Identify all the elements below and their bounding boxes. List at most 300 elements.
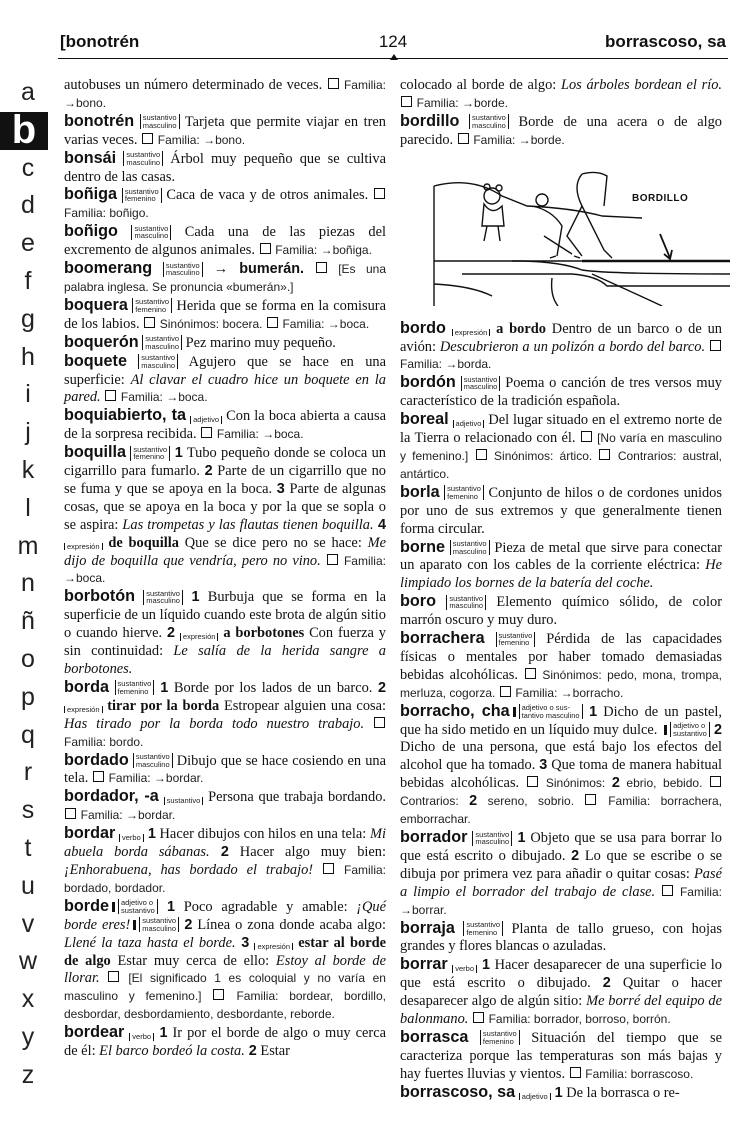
sense-number: 1: [512, 830, 526, 846]
small-caps-note: [459, 794, 469, 808]
box-icon: [527, 776, 538, 787]
illustration-label: BORDILLO: [632, 192, 689, 204]
box-icon: [213, 989, 224, 1000]
header-first-entry: [bonotrén: [60, 32, 140, 51]
definition-text: Dicho de un pastel, que ha sido metido en un líquido muy dulce.: [400, 703, 722, 738]
thumb-letter-x[interactable]: x: [21, 985, 35, 1014]
small-caps-note: ártico.: [553, 448, 599, 463]
entry-bonigo: [64, 223, 386, 260]
sense-number: 2: [611, 775, 620, 792]
definition-text: sustantivo: [134, 223, 169, 233]
thumb-letter-c[interactable]: c: [21, 153, 35, 182]
definition-text: sustantivo: [498, 630, 533, 640]
definition-text: [101, 389, 105, 405]
definition-text: masculino: [452, 546, 487, 556]
sense-number: 1: [154, 1025, 168, 1042]
definition-text: expresión: [454, 327, 488, 337]
example-text: ¡Qué borde eres!: [64, 898, 386, 933]
thumb-letter-h[interactable]: h: [21, 342, 35, 371]
definition-text: Estar muy cerca de ello:: [110, 952, 276, 969]
small-caps-note: Familia:: [236, 989, 279, 1004]
example-text: ¡Enhorabuena, has bordado el trabajo!: [64, 861, 314, 878]
definition-text: adjetivo o: [120, 898, 154, 908]
headword: bonotrén: [64, 111, 135, 130]
example-text: Pasé a limpio el borrador del trabajo de clase.: [400, 865, 722, 900]
thumb-letter-g[interactable]: g: [21, 304, 35, 333]
entry-continuation: [64, 77, 386, 113]
box-icon: [328, 78, 339, 89]
box-icon: [93, 771, 104, 782]
small-caps-note: Familia:: [157, 132, 200, 147]
box-icon: [260, 243, 271, 254]
grammar-tag: [133, 753, 173, 768]
definition-text: masculino: [146, 596, 180, 606]
example-text: Mi abuela borda sábanas.: [64, 826, 386, 861]
definition-text: masculino: [145, 341, 180, 351]
headword: borraja: [400, 918, 455, 937]
box-icon: [201, 427, 212, 438]
box-icon: [65, 808, 76, 819]
small-caps-note: →bordar.: [122, 808, 176, 823]
example-text: Llené la taza hasta el borde.: [64, 934, 236, 951]
definition-text: tantivo masculino: [521, 710, 580, 720]
thumb-letter-o[interactable]: o: [21, 644, 35, 673]
entry-boquete: [64, 353, 386, 408]
definition-text: autobuses un número determinado de veces.: [64, 77, 327, 93]
small-caps-note: →borda.: [442, 357, 492, 372]
grammar-tag: [115, 680, 155, 695]
thumb-letter-u[interactable]: u: [21, 871, 35, 900]
entry-boquilla: [64, 444, 386, 588]
page-number: 124: [378, 32, 408, 51]
box-icon: [108, 971, 119, 982]
thumb-letter-d[interactable]: d: [21, 191, 35, 220]
small-caps-note: Familia:: [108, 771, 151, 786]
thumb-letter-k[interactable]: k: [21, 455, 35, 484]
sense-number: 2: [209, 844, 229, 861]
entry-bordillo: [400, 113, 722, 150]
small-caps-note: Familia:: [416, 95, 459, 110]
small-caps-note: sereno, sobrio.: [477, 794, 585, 809]
grammar-tag: [450, 540, 490, 555]
small-caps-note: Familia:: [473, 132, 516, 147]
grammar-tag: [496, 632, 536, 647]
definition-text: Dibujo que se hace cosiendo en una tela.: [64, 752, 386, 787]
definition-text: [313, 862, 322, 878]
thumb-letter-j[interactable]: j: [25, 418, 31, 447]
grammar-tag: [138, 354, 178, 369]
thumb-letter-y[interactable]: y: [21, 1022, 35, 1051]
entry-bordon: [400, 374, 722, 411]
small-caps-note: →boca.: [324, 316, 370, 331]
definition-text: sustantivo: [166, 796, 201, 806]
entry-borda: [64, 679, 386, 752]
left-column: [64, 77, 386, 1061]
definition-text: Línea o zona donde acaba algo:: [192, 916, 386, 933]
thumb-letter-a[interactable]: a: [21, 78, 35, 106]
small-caps-note: boñigo.: [106, 206, 149, 221]
headword: boquiabierto, ta: [64, 406, 186, 425]
headword: boquete: [64, 351, 127, 370]
entry-boniga: [64, 186, 386, 223]
definition-text: Planta de tallo grueso, con hojas grandes y flores blancas o azuladas.: [400, 920, 722, 955]
box-icon: [500, 686, 511, 697]
grammar-tag: [64, 543, 103, 551]
thumb-letter-f[interactable]: f: [24, 266, 32, 295]
box-icon: [142, 133, 153, 144]
definition-text: sustantivo: [452, 539, 487, 548]
thumb-letter-r[interactable]: r: [23, 758, 33, 787]
thumb-letter-b[interactable]: b: [0, 112, 48, 150]
headword: borde: [64, 896, 109, 915]
definition-text: sustantivo: [145, 334, 180, 344]
grammar-tag: [140, 114, 180, 129]
definition-text: sustantivo: [142, 113, 177, 123]
small-caps-note: →borrar.: [400, 902, 447, 917]
small-caps-note: austral, antártico.: [400, 448, 722, 481]
headword: borrasca: [400, 1027, 469, 1046]
grammar-tag: [180, 633, 219, 641]
entry-borrar: [400, 956, 722, 1029]
small-caps-note: bocera.: [219, 316, 266, 331]
small-caps-note: →boca.: [64, 571, 106, 586]
definition-text: [364, 716, 373, 732]
entry-borboton: [64, 588, 386, 679]
headword: bordar: [64, 824, 116, 843]
alphabet-thumb-index: [0, 74, 56, 1095]
entry-boquera: [64, 297, 386, 334]
definition-text: Del lugar situado en el extremo norte de la Tierra o relacionado con él.: [400, 412, 722, 447]
headword: bordador, -a: [64, 787, 159, 806]
thumb-letter-l[interactable]: l: [25, 493, 31, 522]
entry-borrasca: [400, 1029, 722, 1084]
small-caps-note: Familia:: [216, 427, 259, 442]
definition-text: Hacer algo muy bien:: [228, 844, 386, 861]
grammar-tag: [129, 1033, 154, 1041]
definition-text: masculino: [134, 231, 169, 241]
headword: bordo: [400, 318, 446, 337]
entry-borde: [64, 898, 386, 1024]
grammar-tag: [463, 921, 503, 936]
sense-number: 2: [166, 625, 175, 642]
thumb-letter-ñ[interactable]: ñ: [21, 607, 35, 636]
sense-number: 1: [143, 826, 156, 843]
sense-number: 2: [709, 721, 722, 738]
definition-text: sustantivo: [475, 829, 510, 839]
definition-text: femenino: [498, 638, 530, 648]
thumb-letter-s[interactable]: s: [21, 796, 35, 825]
definition-text: Tubo pequeño donde se coloca un cigarrillo para fumarlo.: [64, 445, 386, 480]
small-caps-note: Familia:: [64, 206, 107, 221]
box-icon: [585, 794, 596, 805]
small-caps-note: →bono.: [64, 95, 107, 110]
sense-number: 1: [477, 957, 491, 974]
box-icon: [327, 554, 338, 565]
definition-text: masculino: [165, 268, 200, 278]
entry-borla: [400, 484, 722, 539]
sense-number: 2: [602, 975, 611, 992]
sense-number: 1: [170, 445, 183, 462]
small-caps-note: borrador, borroso, borrón.: [530, 1012, 671, 1027]
definition-text: sustantivo: [124, 186, 159, 196]
sense-number: 1: [582, 703, 598, 720]
small-caps-note: bordado, bordador.: [64, 880, 166, 895]
headword: bonsái: [64, 148, 117, 167]
grammar-tag: [163, 262, 203, 277]
box-icon: [144, 317, 155, 328]
small-caps-note: Sinónimos:: [494, 448, 554, 463]
sense-number: 2: [571, 847, 580, 864]
small-caps-note: Familia:: [275, 243, 318, 258]
definition-text: Hacer desaparecer de una superficie lo que está escrito o dibujado.: [400, 957, 722, 992]
definition-text: sustantivo: [482, 1029, 517, 1039]
right-column: [400, 77, 722, 1103]
thumb-letter-p[interactable]: p: [21, 682, 35, 711]
definition-text: Pérdida de las capacidades físicas o mentales por haber tomado demasiadas bebidas alcohólicas.: [400, 631, 722, 683]
definition-text: femenino: [466, 927, 498, 937]
grammar-tag: [461, 376, 501, 391]
definition-text: Caca de vaca y de otros animales.: [161, 187, 373, 204]
headword: boreal: [400, 410, 449, 429]
definition-text: Estar: [256, 1043, 290, 1060]
box-icon: [599, 449, 610, 460]
entry-borraja: [400, 920, 722, 957]
definition-text: expresión: [182, 632, 216, 642]
box-icon: [710, 340, 721, 351]
box-icon: [662, 885, 673, 896]
definition-text: Lo que se escribe o se dibuja por primera vez para añadir o quitar cosas:: [400, 847, 722, 882]
definition-text: verbo: [455, 964, 475, 974]
definition-text: masculino: [142, 120, 177, 130]
headword: borrar: [400, 955, 448, 974]
definition-text: Objeto que se usa para borrar lo que está escrito o dibujado.: [400, 830, 722, 864]
definition-text: adjetivo: [193, 415, 219, 425]
box-icon: [710, 776, 721, 787]
definition-text: expresión: [257, 941, 290, 951]
definition-text: verbo: [121, 833, 141, 843]
entry-boqueron: [64, 334, 386, 353]
sense-number: 4: [373, 516, 386, 533]
headword: bordón: [400, 373, 456, 392]
example-text: Me dijo de boquilla que vendría, pero no vino.: [64, 534, 387, 569]
definition-text: Herida que se forma en la comisura de los labios.: [64, 297, 386, 332]
small-caps-note: →bono.: [199, 132, 246, 147]
grammar-tag: [143, 590, 183, 605]
example-text: Le salía de la herida sangre a borbotones.: [64, 643, 386, 677]
definition-text: masculino: [463, 382, 498, 392]
box-icon: [581, 431, 592, 442]
headword: boquerón: [64, 332, 139, 351]
thumb-letter-i[interactable]: i: [25, 380, 31, 409]
box-icon: [374, 188, 385, 199]
definition-text: Borde de una acera o de algo parecido.: [400, 113, 722, 148]
entry-borne: [400, 539, 722, 594]
separator-bar: [133, 920, 136, 930]
grammar-tag: [119, 834, 144, 842]
small-caps-note: borrascoso.: [627, 1066, 694, 1081]
grammar-tag: [130, 446, 170, 461]
small-caps-note: Familia:: [343, 553, 386, 568]
thumb-letter-m[interactable]: m: [17, 531, 39, 560]
small-caps-note: bordo.: [106, 734, 144, 749]
grammar-tag: [519, 1093, 551, 1101]
definition-text: sustantivo: [673, 728, 707, 738]
definition-text: [655, 884, 661, 900]
entry-boquiabierto: [64, 407, 386, 444]
small-caps-note: →borde.: [458, 95, 508, 110]
sense-number: bumerán.: [239, 261, 305, 278]
grammar-tag: [519, 704, 583, 719]
definition-text: Poema o canción de tres versos muy característico de la tradición española.: [400, 375, 722, 410]
entry-bordador: [64, 788, 386, 825]
example-text: Al clavar el cuadro hice un boquete en la pared.: [64, 371, 386, 406]
sense-number: 2: [204, 463, 213, 480]
small-caps-note: Sinónimos:: [545, 776, 606, 791]
definition-text: sustantivo: [466, 920, 501, 930]
entry-boomerang: [64, 260, 386, 297]
box-icon: [105, 390, 116, 401]
entry-borrador: [400, 829, 722, 920]
headword: borda: [64, 677, 109, 696]
box-icon: [476, 449, 487, 460]
grammar-tag: [480, 1030, 520, 1045]
entry-borracho: [400, 703, 722, 829]
definition-text: Tarjeta que permite viajar en tren varias veces.: [64, 113, 386, 148]
headword: bordear: [64, 1023, 125, 1042]
definition-text: masculino: [126, 157, 161, 167]
sense-number: 1: [550, 1084, 563, 1101]
grammar-tag: [122, 188, 162, 203]
phrase: de boquilla: [102, 534, 179, 551]
example-text: Los árboles bordean el río.: [560, 77, 722, 93]
definition-text: Pieza de metal que sirve para conectar un aparato con los cables de la corriente eléctrica:: [400, 539, 722, 574]
small-caps-note: bordear, bordillo, desbordar, desbordamiento, desbordante, reborde.: [64, 989, 386, 1022]
definition-text: adjetivo o: [673, 721, 706, 731]
sense-number: 1: [154, 679, 169, 696]
small-caps-note: →boca.: [162, 390, 208, 405]
definition-text: masculino: [142, 923, 177, 933]
thumb-letter-t[interactable]: t: [24, 833, 32, 862]
sense-number: 3: [235, 934, 250, 951]
entry-bonotren: [64, 113, 386, 150]
sense-number: 2: [244, 1043, 257, 1060]
grammar-tag: [670, 722, 710, 737]
definition-text: Poco agradable y amable:: [174, 898, 357, 915]
example-text: Estoy al borde de llorar.: [64, 952, 386, 987]
header-last-entry: borrascoso, sa: [605, 32, 726, 51]
thumb-letter-e[interactable]: e: [21, 229, 35, 258]
small-caps-note: pedo, mona, trompa, merluza, cogorza.: [400, 667, 722, 700]
definition-text: sustantivo: [447, 484, 481, 494]
sense-number: 2: [469, 793, 478, 810]
thumb-letter-w[interactable]: w: [18, 947, 38, 976]
small-caps-note: Familia:: [400, 357, 443, 372]
thumb-letter-v[interactable]: v: [21, 909, 35, 938]
phrase: estar al borde de algo: [64, 934, 386, 969]
definition-text: sustantivo: [133, 444, 168, 454]
headword: borne: [400, 537, 445, 556]
box-icon: [570, 1067, 581, 1078]
box-icon: [267, 317, 278, 328]
example-text: Me borré del equipo de balonmano.: [400, 993, 722, 1028]
separator-bar: [664, 725, 667, 735]
definition-text: colocado al borde de algo:: [400, 77, 561, 93]
box-icon: [473, 1012, 484, 1023]
running-header: [58, 30, 728, 59]
definition-text: sustantivo: [146, 588, 180, 598]
definition-text: [202, 988, 213, 1004]
entry-boro: [400, 593, 722, 630]
thumb-letter-n[interactable]: n: [21, 569, 35, 598]
headword: bordado: [64, 750, 129, 769]
definition-text: Estropear alguien una cosa:: [219, 697, 386, 714]
bordillo-drawing: [432, 166, 732, 306]
small-caps-note: Familia:: [282, 316, 325, 331]
definition-text: Con la boca abierta a causa de la sorpresa recibida.: [64, 408, 386, 443]
definition-text: sustantivo: [463, 374, 498, 384]
example-text: El barco bordeó la costa.: [99, 1043, 245, 1060]
grammar-tag: [453, 420, 485, 428]
headword: bordillo: [400, 111, 460, 130]
sense-number: 2: [179, 916, 193, 933]
example-text: He limpiado los bornes de la batería del coche.: [400, 557, 722, 592]
definition-text: expresión: [67, 704, 100, 714]
grammar-tag: [123, 151, 163, 166]
definition-text: Situación del tiempo que se caracteriza porque las temperaturas son más bajas y hay fuertes lluvias y vientos.: [400, 1029, 722, 1082]
small-caps-note: →borracho.: [557, 685, 624, 700]
grammar-tag: [469, 114, 509, 129]
definition-text: Parte de algunas cosas, que se apoya en la boca y por la que se sopla o se aspira:: [64, 480, 386, 533]
definition-text: femenino: [447, 491, 478, 501]
definition-text: Árbol muy pequeño que se cultiva dentro de las casas.: [64, 150, 386, 185]
small-caps-note: borrachera, emborrachar.: [400, 794, 722, 827]
small-caps-note: Familia:: [488, 1012, 531, 1027]
example-text: Has tirado por la borda todo nuestro trabajo.: [64, 715, 365, 732]
definition-text: sustantivo: [126, 150, 161, 160]
sense-number: 1: [182, 589, 200, 606]
definition-text: De la borrasca o re-: [562, 1084, 680, 1101]
small-caps-note: Contrarios:: [617, 448, 677, 463]
headword: boro: [400, 592, 436, 611]
small-caps-note: [Es una palabra inglesa. Se pronuncia «bumerán».]: [64, 262, 386, 294]
headword: borrador: [400, 828, 468, 846]
entry-bonsai: [64, 150, 386, 187]
grammar-tag: [446, 595, 486, 610]
small-caps-note: Sinónimos:: [542, 667, 602, 682]
thumb-letter-z[interactable]: z: [21, 1060, 35, 1089]
phrase: a bordo: [490, 320, 546, 337]
box-icon: [458, 133, 469, 144]
definition-text: adjetivo: [455, 419, 482, 429]
entry-boreal: [400, 411, 722, 484]
phrase: tirar por la borda: [102, 697, 220, 714]
headword: boomerang: [64, 259, 153, 278]
definition-text: sustantivo: [141, 353, 176, 363]
entry-bordar: [64, 825, 386, 898]
definition-text: [468, 448, 474, 464]
thumb-letter-q[interactable]: q: [21, 720, 35, 749]
definition-text: sustantivo: [165, 260, 200, 270]
small-caps-note: Familia:: [585, 1066, 628, 1081]
small-caps-note: Familia:: [679, 884, 722, 899]
page-marker-triangle: [390, 54, 398, 60]
small-caps-note: →bordar.: [150, 771, 204, 786]
definition-text: sustantivo: [135, 752, 170, 762]
bordillo-illustration: [432, 166, 732, 306]
grammar-tag: [131, 225, 171, 240]
small-caps-note: Contrarios:: [400, 794, 459, 809]
sense-number: 3: [539, 757, 548, 774]
